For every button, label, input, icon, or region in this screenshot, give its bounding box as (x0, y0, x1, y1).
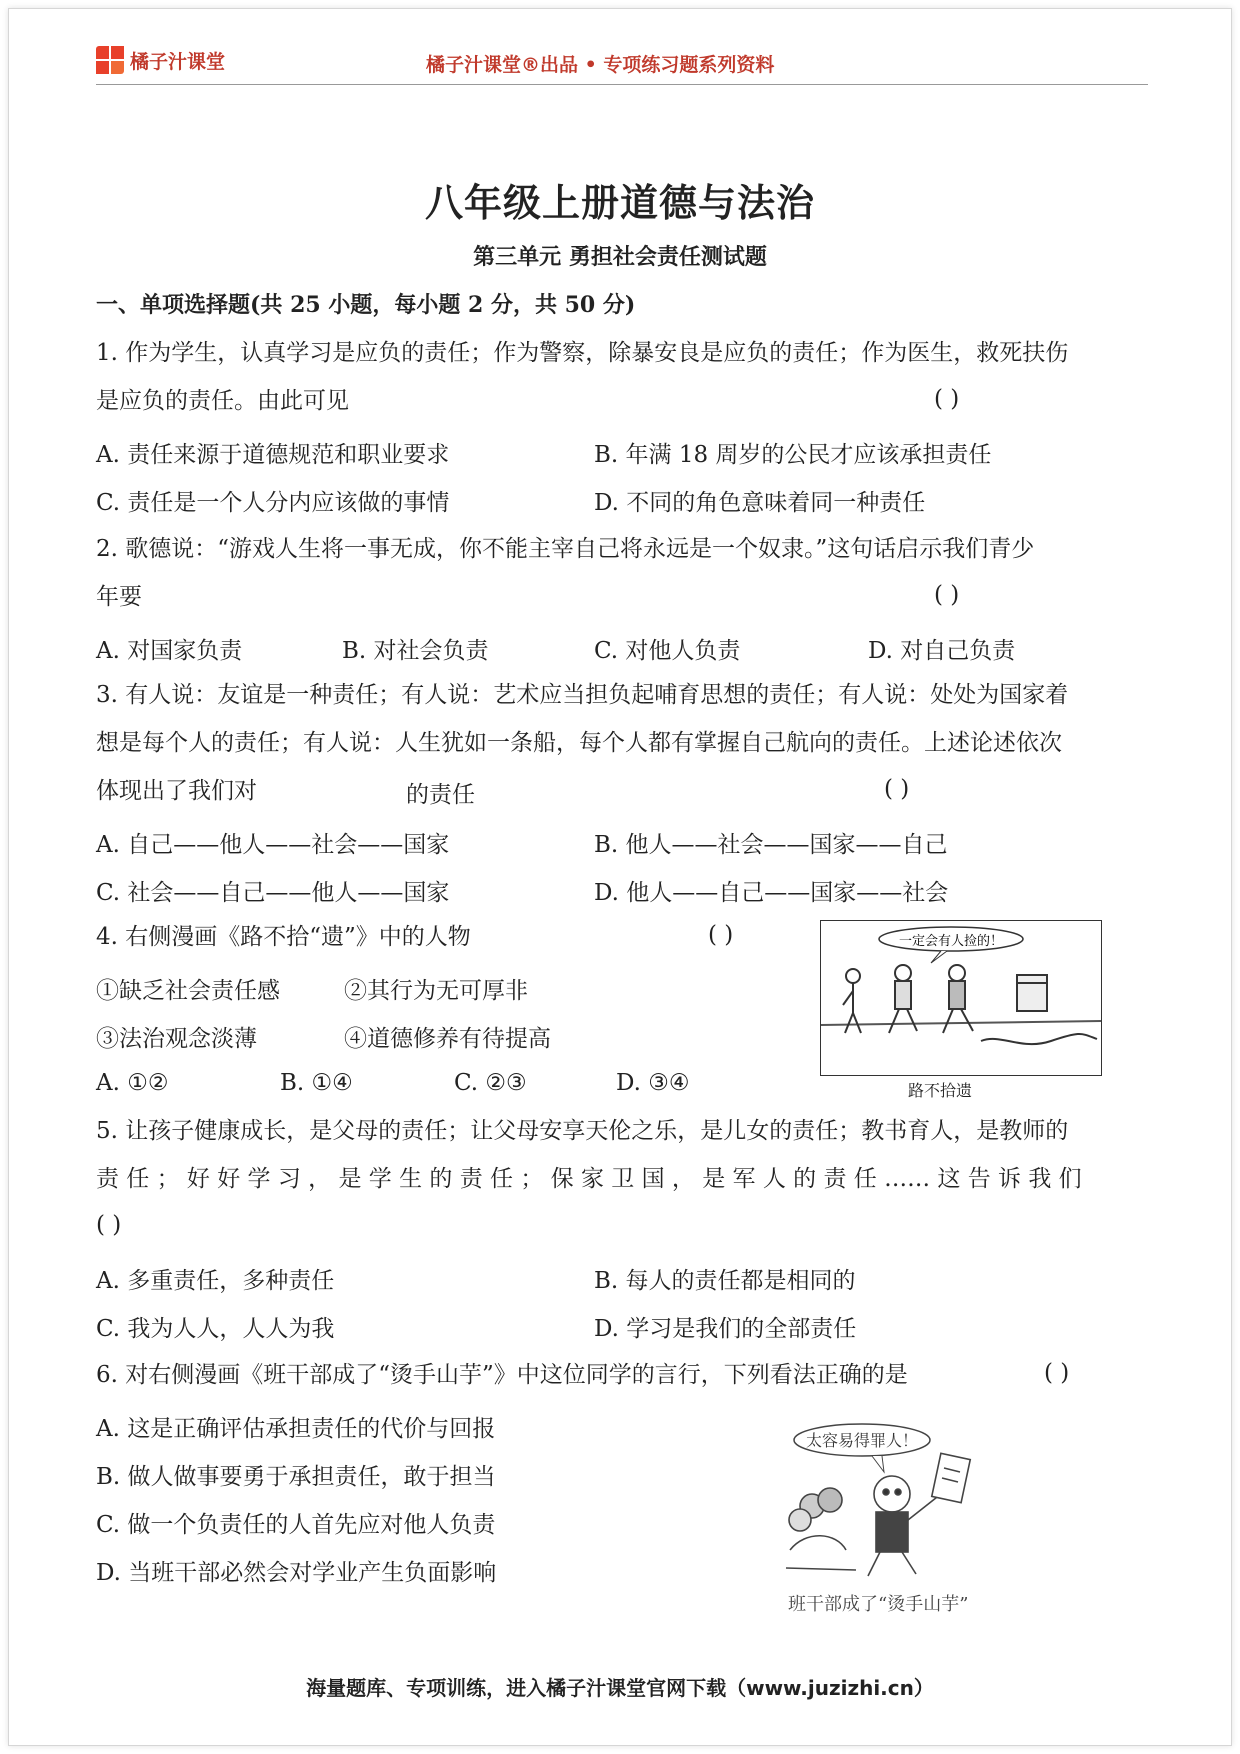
q4-statement-2: ②其行为无可厚非 (344, 978, 528, 1004)
cartoon-lubushiyi-drawing (821, 921, 1101, 1075)
q4-option-a: A. ①② (96, 1070, 169, 1096)
q1-line2: 是应负的责任。由此可见 (96, 388, 349, 414)
q4-statement-3: ③法治观念淡薄 (96, 1026, 257, 1052)
q1-option-b: B. 年满 18 周岁的公民才应该承担责任 (594, 442, 992, 468)
q3-option-a: A. 自己——他人——社会——国家 (96, 832, 450, 858)
q5-option-c: C. 我为人人，人人为我 (96, 1316, 335, 1342)
q2-answer-paren: ( ) (934, 582, 960, 608)
q3-line3b: 的责任 (406, 782, 475, 808)
page-title: 八年级上册道德与法治 (424, 180, 815, 225)
q2-option-b: B. 对社会负责 (342, 638, 489, 664)
q4-option-c: C. ②③ (454, 1070, 527, 1096)
q6-option-c: C. 做一个负责任的人首先应对他人负责 (96, 1512, 496, 1538)
cartoon1-bubble: 一定会有人捡的！ (898, 934, 1004, 949)
q1-answer-paren: ( ) (934, 386, 960, 412)
page-header (96, 40, 1148, 85)
cartoon-banganbu-drawing (776, 1420, 1000, 1590)
q1-option-a: A. 责任来源于道德规范和职业要求 (96, 442, 450, 468)
q2-option-a: A. 对国家负责 (96, 638, 243, 664)
q2-line2: 年要 (96, 584, 142, 610)
logo-text: 橘子汁课堂 (130, 50, 226, 73)
q5-answer-paren: ( ) (96, 1212, 122, 1238)
header-title: 橘子汁课堂®出品 • 专项练习题系列资料 (426, 54, 775, 76)
cartoon2-caption: 班干部成了“烫手山芋” (788, 1594, 969, 1615)
q2-line1: 2. 歌德说：“游戏人生将一事无成，你不能主宰自己将永远是一个奴隶。”这句话启示我们青少 (96, 536, 1035, 562)
cartoon-banganbu (776, 1420, 1000, 1590)
q5-option-d: D. 学习是我们的全部责任 (594, 1316, 857, 1342)
cartoon-lubushiyi (820, 920, 1102, 1076)
q3-option-d: D. 他人——自己——国家——社会 (594, 880, 949, 906)
q4-statement-1: ①缺乏社会责任感 (96, 978, 280, 1004)
q4-line1: 4. 右侧漫画《路不拾“遗”》中的人物 (96, 924, 471, 950)
q3-option-b: B. 他人——社会——国家——自己 (594, 832, 948, 858)
q4-answer-paren: ( ) (708, 922, 734, 948)
brand-logo (96, 46, 225, 74)
q1-line1: 1. 作为学生，认真学习是应负的责任；作为警察，除暴安良是应负的责任；作为医生，救死扶伤 (96, 340, 1069, 366)
q6-option-d: D. 当班干部必然会对学业产生负面影响 (96, 1560, 497, 1586)
q6-answer-paren: ( ) (1044, 1360, 1070, 1386)
q5-option-a: A. 多重责任，多种责任 (96, 1268, 335, 1294)
q1-option-d: D. 不同的角色意味着同一种责任 (594, 490, 926, 516)
q6-option-a: A. 这是正确评估承担责任的代价与回报 (96, 1416, 496, 1442)
q3-answer-paren: ( ) (884, 776, 910, 802)
q1-option-c: C. 责任是一个人分内应该做的事情 (96, 490, 450, 516)
q4-option-d: D. ③④ (616, 1070, 690, 1096)
cartoon2-bubble: 太容易得罪人！ (805, 1431, 919, 1450)
q6-option-b: B. 做人做事要勇于承担责任，敢于担当 (96, 1464, 496, 1490)
q5-line2: 责 任 ； 好 好 学 习 ， 是 学 生 的 责 任 ； 保 家 卫 国 ， 是 军 人 的 责 任 …… 这 告 诉 我 们 (96, 1166, 1082, 1192)
cartoon1-caption: 路不拾遗 (908, 1081, 973, 1100)
q4-option-b: B. ①④ (280, 1070, 353, 1096)
logo-icon (96, 46, 124, 74)
section-heading: 一、单项选择题(共 25 小题，每小题 2 分，共 50 分) (96, 292, 636, 318)
page-footer: 海量题库、专项训练，进入橘子汁课堂官网下载（www.juzizhi.cn） (306, 1676, 934, 1700)
q2-option-d: D. 对自己负责 (868, 638, 1016, 664)
q3-line3a: 体现出了我们对 (96, 778, 257, 804)
q5-line1: 5. 让孩子健康成长，是父母的责任；让父母安享天伦之乐，是儿女的责任；教书育人，是教师的 (96, 1118, 1069, 1144)
q3-line1: 3. 有人说：友谊是一种责任；有人说：艺术应当担负起哺育思想的责任；有人说：处处为国家着 (96, 682, 1069, 708)
q6-line1: 6. 对右侧漫画《班干部成了“烫手山芋”》中这位同学的言行，下列看法正确的是 (96, 1362, 908, 1388)
page-subtitle: 第三单元 勇担社会责任测试题 (473, 244, 767, 270)
q3-option-c: C. 社会——自己——他人——国家 (96, 880, 450, 906)
q3-line2: 想是每个人的责任；有人说：人生犹如一条船，每个人都有掌握自己航向的责任。上述论述依次 (96, 730, 1062, 756)
q5-option-b: B. 每人的责任都是相同的 (594, 1268, 856, 1294)
q4-statement-4: ④道德修养有待提高 (344, 1026, 551, 1052)
q2-option-c: C. 对他人负责 (594, 638, 741, 664)
